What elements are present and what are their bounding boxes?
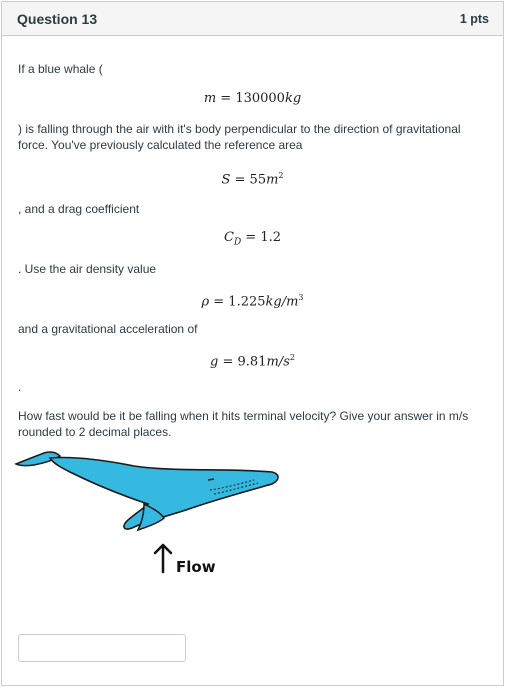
drag-value: 1.2 xyxy=(260,230,282,245)
gravity-equation: $g = 9.81m/s^2$ xyxy=(210,353,295,370)
gravity-unit: m/s xyxy=(266,354,290,370)
area-symbol: S xyxy=(221,172,231,188)
up-arrow-icon xyxy=(152,542,174,574)
gravity-symbol: g xyxy=(210,354,219,370)
gravity-exponent: 2 xyxy=(289,353,295,362)
area-equation: $S = 55m^2$ xyxy=(221,171,284,188)
drag-symbol: C xyxy=(223,230,234,245)
mass-followup-text: ) is falling through the air with it's body perpendicular to the direction of gravitational force. You've previously calculated the reference area xyxy=(18,122,461,152)
question-header xyxy=(2,2,503,36)
density-unit: kg/m xyxy=(265,294,299,310)
density-followup-text: and a gravitational acceleration of xyxy=(18,322,198,336)
drag-subscript: D xyxy=(233,237,242,248)
drag-equation: $C_D = 1.2$ xyxy=(223,230,282,248)
density-exponent: 3 xyxy=(298,293,304,302)
question-card xyxy=(1,1,504,686)
answer-input[interactable] xyxy=(18,634,186,662)
separator-dot: . xyxy=(18,380,22,394)
intro-text: If a blue whale ( xyxy=(18,62,103,76)
mass-value: 130000 xyxy=(235,91,285,106)
area-unit: m xyxy=(266,172,279,188)
area-exponent: 2 xyxy=(278,171,284,180)
gravity-value: 9.81 xyxy=(237,354,267,370)
drag-followup-text: . Use the air density value xyxy=(18,262,157,276)
area-value: 55 xyxy=(249,172,267,188)
blue-whale-illustration xyxy=(14,442,284,537)
density-equation: $\rho = 1.225kg/m^3$ xyxy=(201,293,304,310)
mass-symbol: m xyxy=(203,91,217,106)
question-points: 1 pts xyxy=(459,11,489,26)
density-value: 1.225 xyxy=(228,294,266,310)
question-title: Question 13 xyxy=(17,10,98,27)
mass-equation: m = 130000kg xyxy=(203,91,302,106)
density-symbol: ρ xyxy=(201,294,210,310)
area-followup-text: , and a drag coefficient xyxy=(18,202,140,216)
mass-unit: kg xyxy=(284,91,302,106)
flow-label: Flow xyxy=(176,558,216,576)
question-prompt: How fast would be it be falling when it hits terminal velocity? Give your answer in m/s rounded to 2 decimal places. xyxy=(18,409,469,439)
